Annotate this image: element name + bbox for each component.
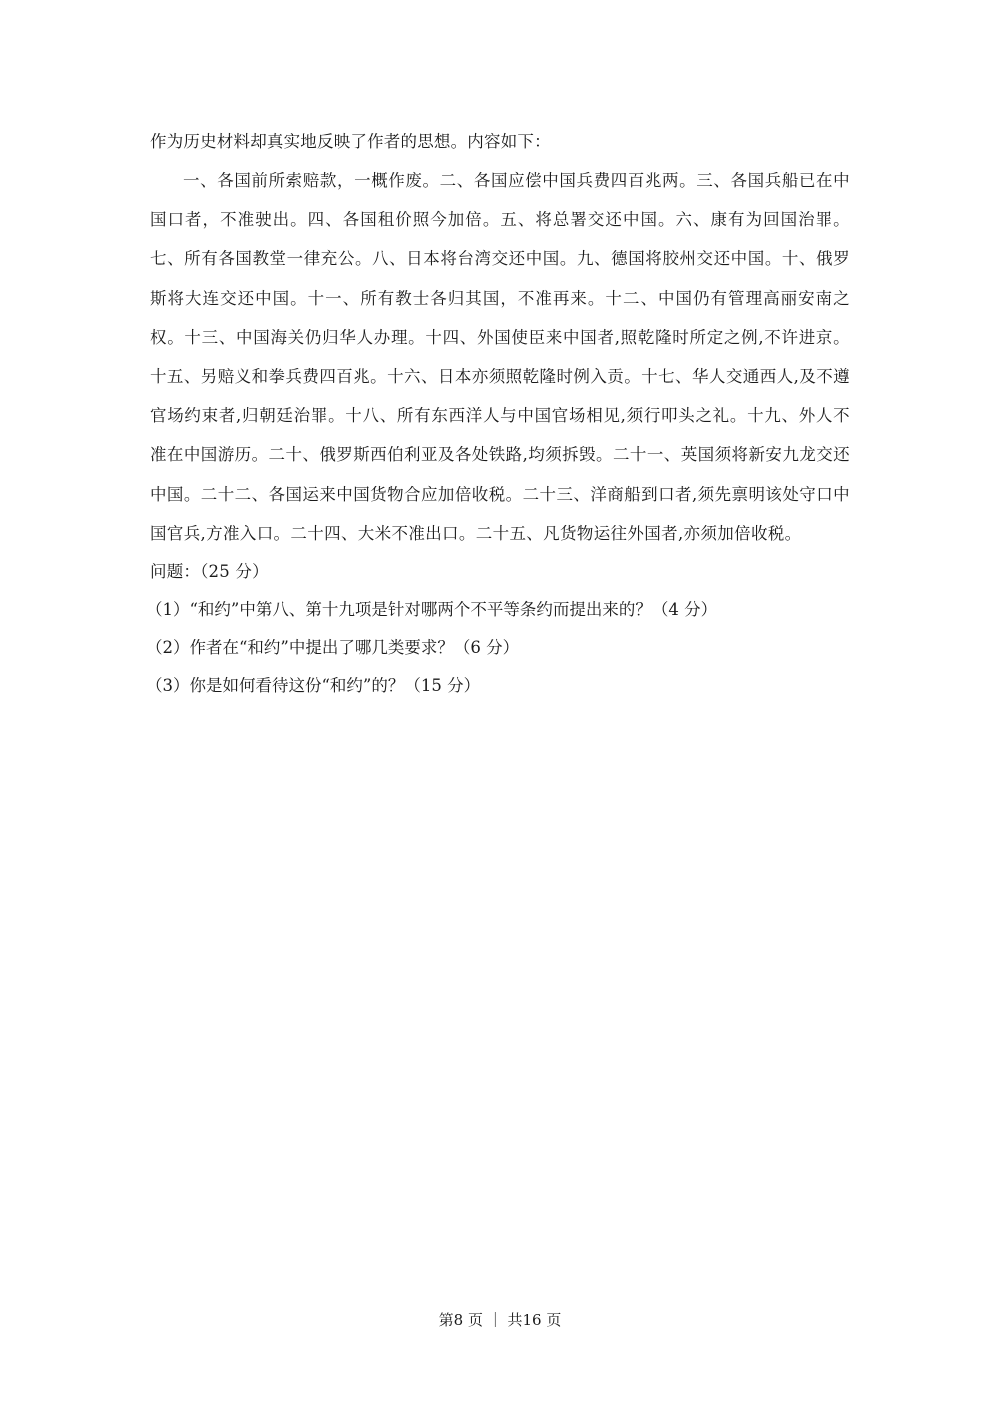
treaty-paragraph: 一、各国前所索赔款，一概作废。二、各国应偿中国兵费四百兆两。三、各国兵船已在中国口者，不准驶出。四、各国租价照今加倍。五、将总署交还中国。六、康有为回国治罪。七、所有各国教堂一律充公。八、日本将台湾交还中国。九、德国将胶州交还中国。十、俄罗斯将大连交还中国。十一、所有教士各归其国，不准再来。十二、中国仍有管理高丽安南之权。十三、中国海关仍归华人办理。十四、外国使臣来中国者,照乾隆时所定之例,不许进京。十五、另赔义和拳兵费四百兆。十六、日本亦须照乾隆时例入贡。十七、华人交通西人,及不遵官场约束者,归朝廷治罪。十八、所有东西洋人与中国官场相见,须行叩头之礼。十九、外人不准在中国游历。二十、俄罗斯西伯利亚及各处铁路,均须拆毁。二十一、英国须将新安九龙交还中国。二十二、各国运来中国货物合应加倍收税。二十三、洋商船到口者,须先禀明该处守口中国官兵,方准入口。二十四、大米不准出口。二十五、凡货物运往外国者,亦须加倍收税。	[150, 171, 850, 543]
intro-line: 作为历史材料却真实地反映了作者的思想。内容如下：	[150, 132, 551, 151]
page-content	[146, 123, 850, 705]
question-item: （2）作者在“和约”中提出了哪几类要求？（6 分）	[146, 638, 520, 658]
question-list	[146, 591, 850, 705]
question-item: （1）“和约”中第八、第十九项是针对哪两个不平等条约而提出来的？（4 分）	[146, 600, 718, 620]
questions-header: 问题：（25 分）	[150, 562, 269, 582]
question-item: （3）你是如何看待这份“和约”的？（15 分）	[146, 676, 481, 696]
page-footer: 第8 页 ｜ 共16 页	[438, 1311, 562, 1329]
